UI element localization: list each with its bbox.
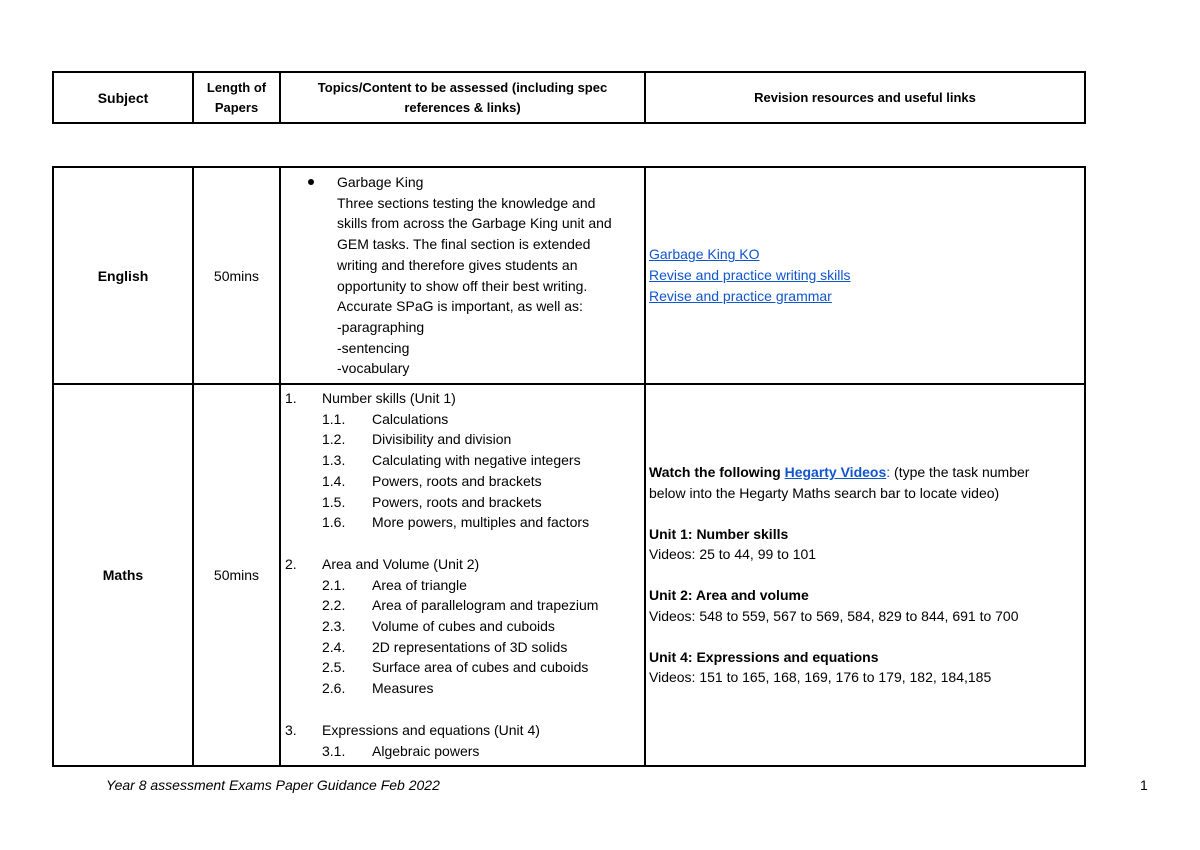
maths-topics: [280, 384, 645, 766]
unit-item: [285, 512, 642, 533]
english-row: [53, 167, 1085, 384]
item-text: Calculations: [372, 410, 449, 427]
grammar-link[interactable]: Revise and practice grammar: [649, 287, 832, 304]
watch-prefix: Watch the following: [649, 464, 785, 481]
page-number: 1: [1140, 777, 1148, 793]
hegarty-videos-link[interactable]: Hegarty Videos: [784, 464, 887, 481]
item-text: Area of triangle: [372, 576, 467, 593]
garbage-king-ko-link[interactable]: Garbage King KO: [649, 246, 760, 263]
unit-title: Expressions and equations (Unit 4): [322, 721, 540, 738]
item-number: 2.4.: [322, 638, 346, 655]
topics-header-line2: references & links): [404, 99, 521, 115]
item-number: 1.5.: [322, 493, 346, 510]
item-number: 2.1.: [322, 576, 346, 593]
unit-item: [285, 492, 642, 513]
item-number: 1.1.: [322, 410, 346, 427]
maths-resources: [645, 384, 1085, 766]
item-text: 2D representations of 3D solids: [372, 638, 568, 655]
english-line: opportunity to show off their best writing.: [337, 277, 588, 294]
english-line: skills from across the Garbage King unit and: [337, 215, 612, 232]
unit-number: 2.: [285, 555, 297, 572]
unit-item: [285, 595, 642, 616]
english-line: Accurate SPaG is important, as well as:: [337, 298, 583, 315]
unit-item: [285, 741, 642, 762]
hegarty-instructions: [649, 462, 1082, 483]
english-bullet-title: Garbage King: [337, 174, 424, 190]
unit-item: [285, 575, 642, 596]
item-text: Measures: [372, 680, 434, 697]
length-header-line1: Length of: [206, 79, 267, 95]
header-table: [52, 71, 1086, 124]
subjects-table: [52, 166, 1086, 767]
unit4-videos: Videos: 151 to 165, 168, 169, 176 to 179, 182, 184,185: [649, 669, 992, 686]
topics-header: [280, 72, 645, 123]
item-text: Surface area of cubes and cuboids: [372, 659, 589, 676]
unit-item: [285, 657, 642, 678]
unit1-title: Unit 1: Number skills: [649, 525, 789, 542]
item-number: 2.2.: [322, 597, 346, 614]
english-topics: [280, 167, 645, 384]
maths-unit: [285, 720, 642, 741]
item-number: 1.6.: [322, 514, 346, 531]
item-text: Calculating with negative integers: [372, 452, 581, 469]
unit-item: [285, 409, 642, 430]
item-number: 1.4.: [322, 472, 346, 489]
item-text: Area of parallelogram and trapezium: [372, 597, 599, 614]
item-text: Divisibility and division: [372, 431, 512, 448]
english-line: GEM tasks. The final section is extended: [337, 236, 591, 253]
english-line: Three sections testing the knowledge and: [337, 194, 596, 211]
english-resources: [645, 167, 1085, 384]
length-header: [193, 72, 280, 123]
unit-number: 3.: [285, 721, 297, 738]
unit-item: [285, 616, 642, 637]
english-length: 50mins: [193, 167, 280, 384]
maths-unit: [285, 388, 642, 409]
unit-title: Area and Volume (Unit 2): [322, 555, 480, 572]
unit2-title: Unit 2: Area and volume: [649, 587, 809, 604]
english-line: -sentencing: [337, 339, 410, 356]
header-row: [53, 72, 1085, 123]
maths-row: [53, 384, 1085, 766]
english-line: -paragraphing: [337, 318, 425, 335]
maths-subject: Maths: [53, 384, 193, 766]
item-number: 1.3.: [322, 452, 346, 469]
english-bullet-item: [308, 172, 642, 379]
item-text: Algebraic powers: [372, 742, 480, 759]
english-description: [337, 193, 642, 379]
resources-header: Revision resources and useful links: [645, 72, 1085, 123]
unit-title: Number skills (Unit 1): [322, 390, 456, 407]
length-header-line2: Papers: [214, 99, 259, 115]
unit-item: [285, 471, 642, 492]
english-line: -vocabulary: [337, 360, 410, 377]
watch-colon: :: [886, 464, 891, 481]
writing-skills-link[interactable]: Revise and practice writing skills: [649, 267, 851, 284]
unit2-videos: Videos: 548 to 559, 567 to 569, 584, 829 to 844, 691 to 700: [649, 607, 1019, 624]
unit-item: [285, 429, 642, 450]
unit-item: [285, 637, 642, 658]
watch-rest: (type the task number: [890, 464, 1030, 481]
item-text: Powers, roots and brackets: [372, 493, 542, 510]
topics-header-line1: Topics/Content to be assessed (including spec: [317, 79, 608, 95]
subject-header: Subject: [53, 72, 193, 123]
bullet-icon: [308, 179, 314, 185]
item-number: 2.5.: [322, 659, 346, 676]
unit1-videos: Videos: 25 to 44, 99 to 101: [649, 546, 817, 563]
unit-number: 1.: [285, 390, 297, 407]
unit4-title: Unit 4: Expressions and equations: [649, 648, 879, 665]
english-subject: English: [53, 167, 193, 384]
item-text: Volume of cubes and cuboids: [372, 618, 555, 635]
item-text: Powers, roots and brackets: [372, 472, 542, 489]
maths-unit: [285, 554, 642, 575]
item-text: More powers, multiples and factors: [372, 514, 590, 531]
item-number: 2.6.: [322, 680, 346, 697]
watch-line2: below into the Hegarty Maths search bar to locate video): [649, 485, 1000, 502]
item-number: 3.1.: [322, 742, 346, 759]
maths-length: 50mins: [193, 384, 280, 766]
item-number: 2.3.: [322, 618, 346, 635]
item-number: 1.2.: [322, 431, 346, 448]
english-line: writing and therefore gives students an: [337, 256, 578, 273]
unit-item: [285, 450, 642, 471]
footer-text: Year 8 assessment Exams Paper Guidance Feb 2022: [106, 777, 440, 793]
unit-item: [285, 678, 642, 699]
